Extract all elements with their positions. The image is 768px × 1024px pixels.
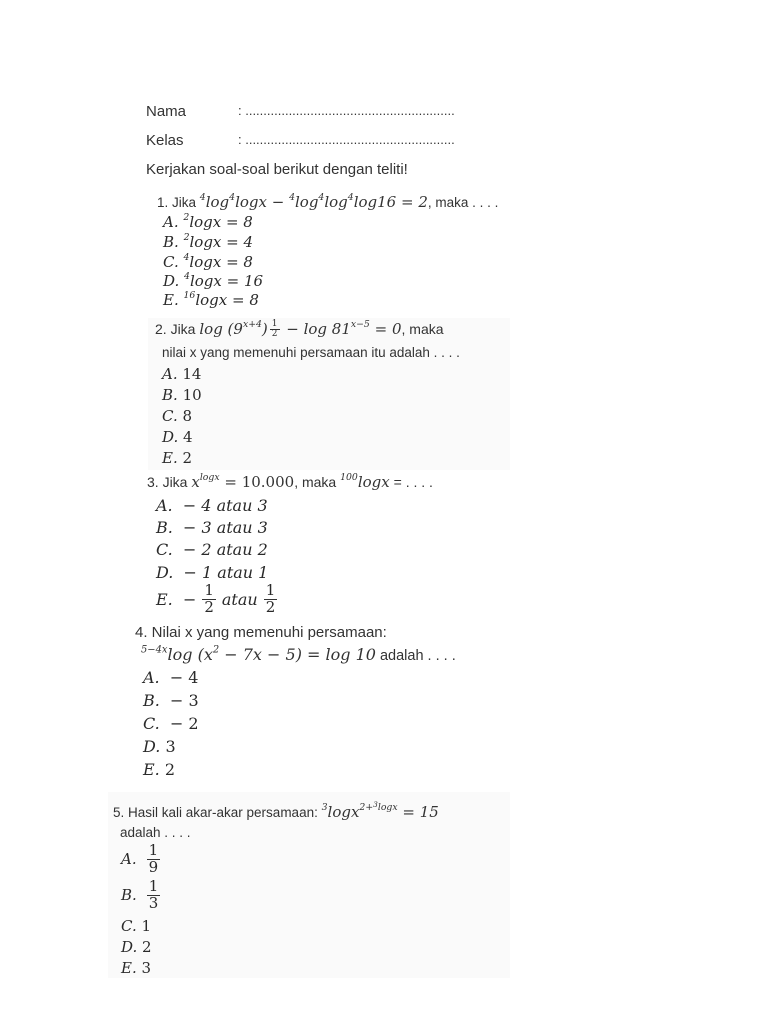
q3-option-c[interactable]: C. − 2 atau 2 [156, 540, 268, 559]
q3-option-a[interactable]: A. − 4 atau 3 [156, 496, 268, 515]
q4-option-d[interactable]: D. 3 [143, 737, 176, 756]
q1-option-d[interactable]: D. $^4$logx = 16 [163, 271, 264, 290]
nama-field-line: : .......................................................... [238, 103, 455, 118]
q2-option-c[interactable]: C. 8 [162, 407, 193, 425]
scan-block [148, 318, 510, 470]
q1-option-b[interactable]: B. $^2$logx = 4 [163, 232, 254, 251]
q4-option-a[interactable]: A. − 4 [143, 668, 199, 687]
q2-option-a[interactable]: A. 14 [162, 365, 202, 383]
q5-option-c[interactable]: C. 1 [121, 917, 152, 935]
q2-option-d[interactable]: D. 4 [162, 428, 193, 446]
question-3: 3. Jika $x^{logx} = 10.000$, maka $^{100}$logx = . . . . [147, 472, 433, 491]
q2-option-b[interactable]: B. 10 [162, 386, 202, 404]
q3-option-e[interactable]: E. − $\frac{1}{2}$ atau $\frac{1}{2}$ [156, 581, 276, 616]
question-2: 2. Jika $\log (9^{x+4})$ $\frac{1}{2}$ − $\log 81^{x-5} = 0$, maka [155, 319, 444, 340]
question-1: 1. Jika $^4\log^4\log x - ^4\log^4\log^4\log 16 = 2$, maka . . . . [157, 192, 499, 211]
question-4: 4. Nilai x yang memenuhi persamaan: [135, 624, 387, 641]
question-5-line2: adalah . . . . [120, 825, 191, 840]
q5-option-b[interactable]: B. $\frac{1}{3}$ [121, 877, 159, 912]
q4-option-e[interactable]: E. 2 [143, 760, 176, 779]
q1-option-c[interactable]: C. $^4$logx = 8 [163, 252, 253, 271]
question-4-expression: $^{5-4x}$log $(x^2 - 7x - 5) = \log 10$ adalah . . . . [141, 644, 456, 664]
q2-option-e[interactable]: E. 2 [162, 449, 193, 467]
q4-option-b[interactable]: B. − 3 [143, 691, 199, 710]
instruction-text: Kerjakan soal-soal berikut dengan teliti! [146, 161, 408, 178]
q1-option-e[interactable]: E. $^{16}$logx = 8 [163, 290, 259, 309]
q3-option-d[interactable]: D. − 1 atau 1 [156, 563, 269, 582]
q5-option-a[interactable]: A. $\frac{1}{9}$ [121, 841, 159, 876]
q4-option-c[interactable]: C. − 2 [143, 714, 199, 733]
question-2-line2: nilai x yang memenuhi persamaan itu adalah . . . . [162, 345, 460, 360]
nama-label: Nama [146, 103, 187, 120]
kelas-field-line: : .......................................................... [238, 132, 455, 147]
q5-option-d[interactable]: D. 2 [121, 938, 152, 956]
kelas-label: Kelas [146, 132, 184, 149]
question-5: 5. Hasil kali akar-akar persamaan: $^3$logx$^{2+^3logx}$ = 15 [113, 800, 439, 821]
q1-option-a[interactable]: A. $^2$logx = 8 [163, 212, 253, 231]
q5-option-e[interactable]: E. 3 [121, 959, 152, 977]
q3-option-b[interactable]: B. − 3 atau 3 [156, 518, 268, 537]
